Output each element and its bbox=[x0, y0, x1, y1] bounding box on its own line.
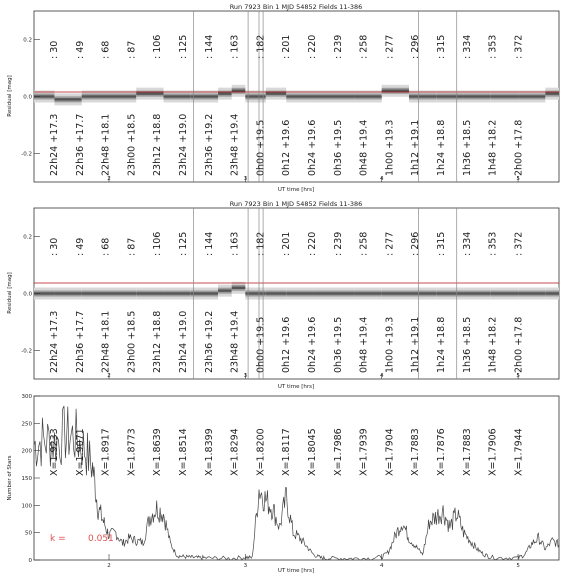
field-label: : 68 bbox=[100, 40, 112, 59]
residual-band-core bbox=[82, 95, 109, 97]
coord-label: 23h24 +19.0 bbox=[178, 113, 189, 176]
coord-label: 23h00 +18.5 bbox=[126, 310, 138, 373]
airmass-label: X=1.7944 bbox=[513, 428, 525, 476]
field-label: : 106 bbox=[152, 34, 164, 59]
coord-labels bbox=[49, 114, 524, 176]
field-label: : 353 bbox=[487, 231, 499, 256]
y-tick-label: 200 bbox=[21, 448, 32, 455]
y-tick-label: 0.2 bbox=[23, 234, 32, 241]
coord-label: 0h12 +19.6 bbox=[281, 119, 293, 176]
residual-band-core bbox=[409, 292, 436, 294]
residual-band-core bbox=[136, 292, 163, 294]
field-label: : 239 bbox=[332, 34, 344, 59]
residual-band-core bbox=[54, 98, 81, 100]
airmass-labels bbox=[49, 428, 524, 476]
field-label: : 201 bbox=[281, 231, 293, 256]
residual-band-core bbox=[436, 292, 463, 294]
y-tick-label: 100 bbox=[21, 503, 32, 510]
x-tick-label: 5 bbox=[516, 176, 520, 182]
field-label: : 315 bbox=[436, 34, 447, 59]
field-label: : 87 bbox=[126, 40, 138, 59]
airmass-label: X=1.9233 bbox=[49, 428, 60, 476]
field-label: : 353 bbox=[487, 34, 499, 59]
y-tick-label: 50 bbox=[25, 530, 32, 537]
residual-band-core bbox=[409, 95, 436, 97]
airmass-label: X=1.8117 bbox=[281, 428, 293, 476]
airmass-label: X=1.8200 bbox=[255, 428, 267, 476]
coord-label: 23h36 +19.2 bbox=[203, 113, 215, 176]
airmass-label: X=1.7876 bbox=[436, 428, 447, 476]
field-label: : 87 bbox=[126, 237, 138, 256]
coord-label: 1h48 +18.2 bbox=[487, 119, 499, 176]
field-label: : 30 bbox=[49, 237, 60, 256]
field-label: : 315 bbox=[436, 231, 447, 256]
coord-label: 23h24 +19.0 bbox=[178, 310, 189, 373]
field-label: : 258 bbox=[358, 231, 370, 256]
residual-band-core bbox=[109, 292, 136, 294]
residual-band-core bbox=[218, 92, 232, 94]
field-label: : 68 bbox=[100, 237, 112, 256]
residual-band-core bbox=[164, 292, 191, 294]
residual-band-core bbox=[286, 292, 313, 294]
coord-label: 0h24 +19.6 bbox=[307, 316, 318, 373]
field-label: : 201 bbox=[281, 34, 293, 59]
y-tick-label: 300 bbox=[21, 394, 32, 400]
y-tick-label: -0.2 bbox=[21, 151, 32, 158]
coord-label: 22h48 +18.1 bbox=[100, 113, 112, 176]
residual-band-core bbox=[218, 289, 232, 291]
y-axis-label: Residual [mag] bbox=[7, 272, 13, 314]
coord-label: 23h48 +19.4 bbox=[229, 310, 241, 373]
field-label: : 125 bbox=[178, 231, 189, 256]
x-axis-label: UT time [hrs] bbox=[277, 187, 315, 193]
field-label: : 239 bbox=[332, 231, 344, 256]
x-tick-label: 2 bbox=[107, 563, 111, 569]
field-label: : 258 bbox=[358, 34, 370, 59]
field-label: : 372 bbox=[513, 231, 525, 256]
y-tick-label: 150 bbox=[21, 476, 32, 482]
residual-band-core bbox=[191, 292, 218, 294]
airmass-label: X=1.7986 bbox=[332, 428, 344, 476]
coord-label: 0h00 +19.5 bbox=[255, 316, 267, 373]
y-tick-label: 0.0 bbox=[23, 94, 32, 101]
residual-band-core bbox=[136, 92, 163, 94]
field-label: : 163 bbox=[229, 231, 241, 256]
coord-label: 1h36 +18.5 bbox=[461, 316, 473, 373]
field-label: : 144 bbox=[203, 34, 215, 59]
residual-band-core bbox=[314, 95, 334, 97]
airmass-label: X=1.8399 bbox=[203, 428, 215, 476]
coord-label: 22h24 +17.3 bbox=[49, 113, 60, 176]
y-tick-label: 250 bbox=[21, 421, 32, 428]
residual-band-core bbox=[314, 292, 334, 294]
field-label: : 125 bbox=[178, 34, 189, 59]
panel-title: Run 7923 Bin 1 MJD 54852 Fields 11-386 bbox=[229, 3, 363, 11]
airmass-label: X=1.8514 bbox=[178, 428, 189, 476]
airmass-label: X=1.7939 bbox=[358, 428, 370, 476]
coord-label: 22h24 +17.3 bbox=[49, 310, 60, 373]
field-label: : 49 bbox=[74, 40, 86, 59]
y-tick-label: -0.2 bbox=[21, 348, 32, 355]
x-tick-label: 3 bbox=[243, 373, 248, 379]
field-label: : 182 bbox=[255, 34, 267, 59]
y-axis-label: Residual [mag] bbox=[7, 75, 13, 117]
k-value: 0.051 bbox=[88, 534, 114, 544]
airmass-label: X=1.9071 bbox=[74, 428, 86, 476]
x-tick-label: 2 bbox=[107, 373, 111, 379]
coord-label: 23h00 +18.5 bbox=[126, 113, 138, 176]
field-label: : 144 bbox=[203, 231, 215, 256]
coord-label: 1h36 +18.5 bbox=[461, 119, 473, 176]
field-label: : 30 bbox=[49, 40, 60, 59]
y-tick-label: 0.2 bbox=[23, 37, 32, 44]
residual-band-core bbox=[266, 92, 286, 94]
field-label: : 296 bbox=[410, 231, 422, 256]
residual-band-core bbox=[545, 92, 559, 94]
coord-label: 23h12 +18.8 bbox=[152, 113, 164, 176]
coord-label: 23h48 +19.4 bbox=[229, 113, 241, 176]
residual-band-core bbox=[518, 95, 545, 97]
airmass-label: X=1.7883 bbox=[461, 428, 473, 476]
airmass-label: X=1.7904 bbox=[384, 428, 396, 476]
field-label: : 334 bbox=[461, 34, 473, 59]
residual-band-core bbox=[82, 292, 109, 294]
coord-label: 22h48 +18.1 bbox=[100, 310, 112, 373]
residual-band-core bbox=[334, 95, 354, 97]
panel-residual-2 bbox=[7, 200, 559, 390]
airmass-label: X=1.7906 bbox=[487, 428, 499, 476]
x-tick-label: 5 bbox=[516, 373, 520, 379]
coord-label: 23h36 +19.2 bbox=[203, 310, 215, 373]
field-label: : 277 bbox=[384, 34, 396, 59]
x-tick-label: 5 bbox=[516, 563, 520, 569]
residual-bands bbox=[34, 282, 559, 300]
x-axis-label: UT time [hrs] bbox=[277, 384, 315, 390]
field-label: : 372 bbox=[513, 34, 525, 59]
coord-label: 1h00 +19.3 bbox=[384, 316, 396, 373]
airmass-label: X=1.8294 bbox=[229, 428, 241, 476]
y-axis-label: Number of Stars bbox=[7, 455, 13, 501]
residual-band-core bbox=[464, 292, 491, 294]
coord-label: 1h48 +18.2 bbox=[487, 316, 499, 373]
y-tick-label: 0 bbox=[28, 558, 32, 564]
x-ticks bbox=[107, 554, 520, 569]
coord-label: 22h36 +17.7 bbox=[74, 310, 86, 373]
coord-label: 0h36 +19.5 bbox=[332, 119, 344, 176]
field-label: : 49 bbox=[74, 237, 86, 256]
airmass-label: X=1.8773 bbox=[126, 428, 138, 476]
field-label: : 220 bbox=[307, 231, 318, 256]
residual-band-core bbox=[491, 95, 518, 97]
coord-label: 2h00 +17.8 bbox=[513, 119, 525, 176]
x-tick-label: 4 bbox=[379, 176, 384, 182]
panel-star-count bbox=[7, 394, 559, 574]
residual-band-core bbox=[109, 95, 136, 97]
coord-label: 1h24 +18.8 bbox=[436, 119, 447, 176]
panel-title: Run 7923 Bin 1 MJD 54852 Fields 11-386 bbox=[229, 200, 363, 208]
coord-label: 0h24 +19.6 bbox=[307, 119, 318, 176]
residual-band-core bbox=[286, 95, 313, 97]
residual-band-core bbox=[518, 292, 545, 294]
coord-label: 0h00 +19.5 bbox=[255, 119, 267, 176]
residual-bands bbox=[34, 85, 559, 106]
field-label: : 163 bbox=[229, 34, 241, 59]
field-labels bbox=[49, 35, 524, 59]
residual-band-core bbox=[164, 95, 191, 97]
coord-label: 22h36 +17.7 bbox=[74, 113, 86, 176]
field-label: : 334 bbox=[461, 231, 473, 256]
field-label: : 220 bbox=[307, 34, 318, 59]
residual-band-core bbox=[354, 292, 381, 294]
field-label: : 106 bbox=[152, 231, 164, 256]
residual-band-core bbox=[545, 292, 559, 294]
x-tick-label: 4 bbox=[379, 563, 384, 569]
residual-band-core bbox=[266, 292, 286, 294]
residual-band-core bbox=[354, 95, 381, 97]
coord-label: 0h48 +19.4 bbox=[358, 119, 370, 176]
residual-band-core bbox=[464, 95, 491, 97]
residual-band-core bbox=[491, 292, 518, 294]
residual-band-core bbox=[436, 95, 463, 97]
coord-label: 2h00 +17.8 bbox=[513, 316, 525, 373]
coord-label: 1h12 +19.1 bbox=[410, 316, 422, 373]
x-tick-label: 3 bbox=[243, 563, 248, 569]
field-labels bbox=[49, 232, 524, 256]
coord-label: 1h24 +18.8 bbox=[436, 316, 447, 373]
field-label: : 296 bbox=[410, 34, 422, 59]
coord-label: 23h12 +18.8 bbox=[152, 310, 164, 373]
residual-band-core bbox=[54, 292, 81, 294]
airmass-label: X=1.8917 bbox=[100, 428, 112, 476]
coord-label: 0h12 +19.6 bbox=[281, 316, 293, 373]
coord-label: 0h36 +19.5 bbox=[332, 316, 344, 373]
x-tick-label: 2 bbox=[107, 176, 111, 182]
coord-label: 1h12 +19.1 bbox=[410, 119, 422, 176]
residual-band-core bbox=[232, 287, 246, 289]
k-label: k = bbox=[50, 534, 66, 544]
panel-residual-1 bbox=[7, 3, 559, 193]
y-tick-label: 0.0 bbox=[23, 291, 32, 298]
residual-band-core bbox=[334, 292, 354, 294]
airmass-label: X=1.8639 bbox=[152, 428, 164, 476]
coord-label: 0h48 +19.4 bbox=[358, 316, 370, 373]
airmass-label: X=1.8045 bbox=[307, 428, 318, 476]
residual-band-core bbox=[382, 292, 409, 294]
y-ticks bbox=[22, 394, 41, 564]
field-label: : 182 bbox=[255, 231, 267, 256]
residual-band-core bbox=[191, 95, 218, 97]
coord-labels bbox=[49, 311, 524, 373]
x-tick-label: 4 bbox=[379, 373, 384, 379]
field-label: : 277 bbox=[384, 231, 396, 256]
x-tick-label: 3 bbox=[243, 176, 248, 182]
airmass-label: X=1.7883 bbox=[410, 428, 422, 476]
coord-label: 1h00 +19.3 bbox=[384, 119, 396, 176]
x-axis-label: UT time [hrs] bbox=[277, 568, 315, 574]
